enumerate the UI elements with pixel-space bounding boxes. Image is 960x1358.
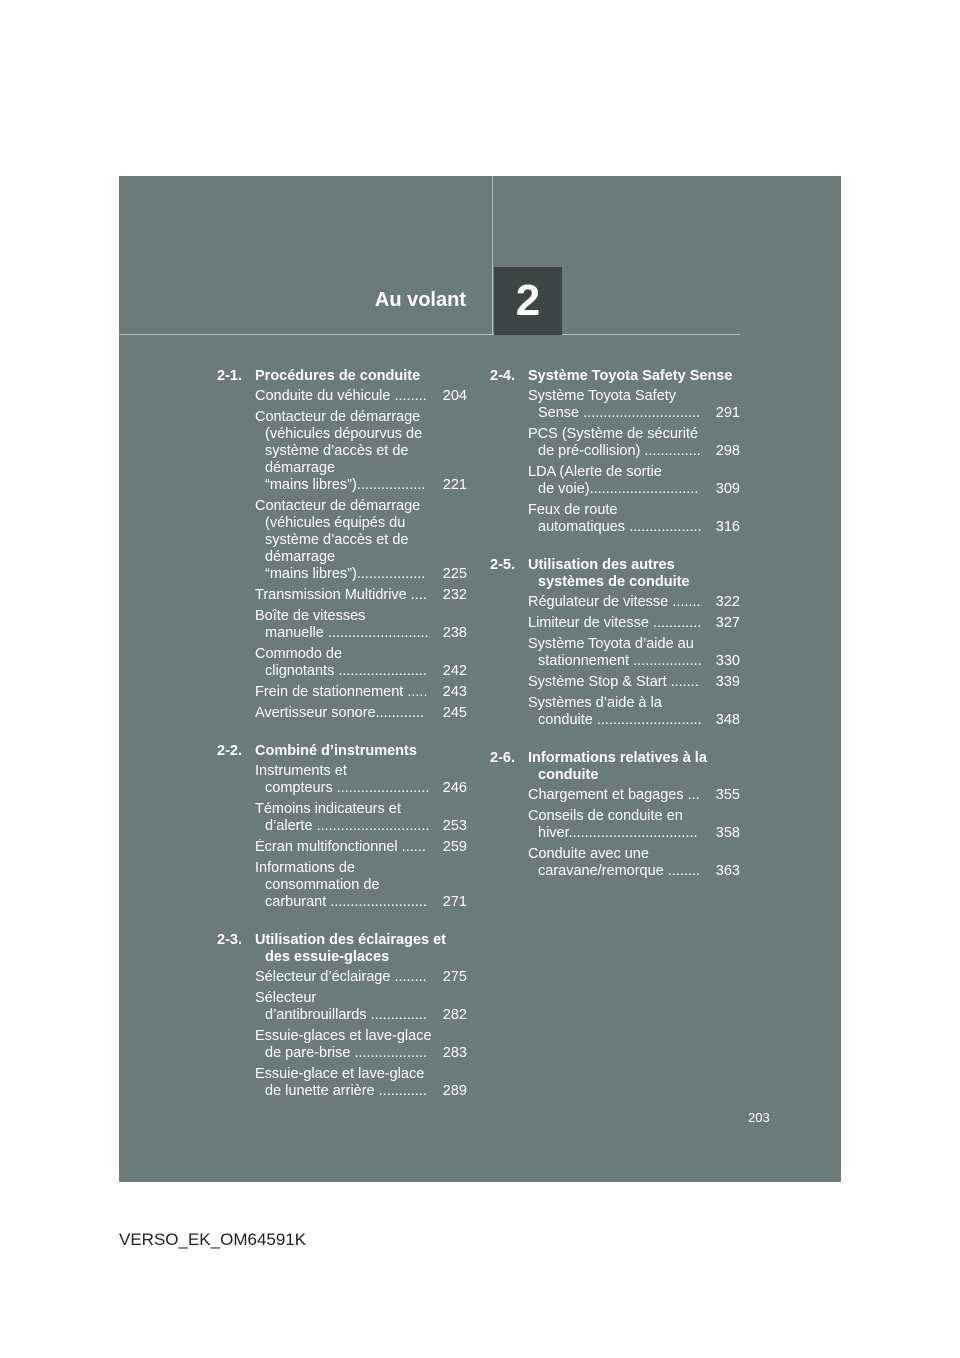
entry-page-number: 253 — [442, 818, 467, 834]
divider-vertical — [492, 176, 493, 334]
toc-section-heading[interactable] — [217, 743, 467, 760]
entry-title: Transmission Multidrive .... — [255, 587, 427, 603]
entry-page-number: 271 — [442, 894, 467, 910]
entry-title: Informations de consommation de carburant ........................ — [255, 860, 427, 910]
toc-entry[interactable] — [255, 705, 467, 722]
section-number: 2-1. — [217, 368, 242, 384]
entry-title: Système Toyota Safety Sense ............................. — [528, 388, 700, 421]
entry-title: Système Toyota d’aide au stationnement ................. — [528, 636, 702, 669]
entry-title: Sélecteur d’antibrouillards .............. — [255, 990, 427, 1023]
entry-page-number: 245 — [442, 705, 467, 721]
entry-page-number: 316 — [715, 519, 740, 535]
entry-title: Boîte de vitesses manuelle ......................... — [255, 608, 429, 641]
entry-title: Contacteur de démarrage (véhicules dépourvus de système d’accès et de démarrage “mains libres”)................. — [255, 409, 426, 493]
entry-page-number: 291 — [715, 405, 740, 421]
entry-page-number: 246 — [442, 780, 467, 796]
entry-title: Témoins indicateurs et d’alerte ............................ — [255, 801, 430, 834]
entry-page-number: 309 — [715, 481, 740, 497]
section-title: Système Toyota Safety Sense — [528, 368, 733, 384]
entry-page-number: 289 — [442, 1083, 467, 1099]
toc-entry[interactable] — [528, 787, 740, 804]
entry-title: Limiteur de vitesse ............ — [528, 615, 702, 631]
entry-page-number: 243 — [442, 684, 467, 700]
entry-title: LDA (Alerte de sortie de voie)........................... — [528, 464, 699, 497]
entry-title: Systèmes d’aide à la conduite .......................... — [528, 695, 702, 728]
entry-title: Frein de stationnement ..... — [255, 684, 428, 700]
toc-section — [217, 932, 467, 1100]
entry-page-number: 322 — [715, 594, 740, 610]
entry-title: Feux de route automatiques .................. — [528, 502, 702, 535]
entry-title: PCS (Système de sécurité de pré-collision) .............. — [528, 426, 701, 459]
toc-entry[interactable] — [528, 426, 740, 460]
entry-title: Système Stop & Start ....... — [528, 674, 699, 690]
toc-entry[interactable] — [255, 388, 467, 405]
section-number: 2-6. — [490, 750, 515, 766]
toc-entry[interactable] — [255, 763, 467, 797]
entry-page-number: 238 — [442, 625, 467, 641]
toc-entry[interactable] — [255, 409, 467, 494]
toc-entry[interactable] — [255, 990, 467, 1024]
entry-page-number: 355 — [715, 787, 740, 803]
toc-entry[interactable] — [528, 808, 740, 842]
toc-entry[interactable] — [255, 839, 467, 856]
entry-page-number: 225 — [442, 566, 467, 582]
entry-title: Commodo de clignotants ...................... — [255, 646, 427, 679]
entry-page-number: 283 — [442, 1045, 467, 1061]
page-number: 203 — [748, 1110, 770, 1125]
toc-entry[interactable] — [255, 587, 467, 604]
entry-title: Contacteur de démarrage (véhicules équipés du système d’accès et de démarrage “mains libres”)................. — [255, 498, 426, 582]
section-title: Informations relatives à la conduite — [528, 750, 707, 783]
entry-page-number: 204 — [442, 388, 467, 404]
entry-page-number: 232 — [442, 587, 467, 603]
toc-entry[interactable] — [528, 674, 740, 691]
entry-title: Écran multifonctionnel ...... — [255, 839, 426, 855]
toc-entry[interactable] — [528, 615, 740, 632]
entry-title: Conduite du véhicule ........ — [255, 388, 427, 404]
section-title: Utilisation des éclairages et des essuie-glaces — [255, 932, 446, 965]
toc-entry[interactable] — [255, 969, 467, 986]
entry-page-number: 298 — [715, 443, 740, 459]
toc-section — [490, 557, 740, 729]
toc-section-heading[interactable] — [217, 932, 467, 966]
toc-section — [217, 743, 467, 911]
toc-entry[interactable] — [255, 646, 467, 680]
entry-page-number: 242 — [442, 663, 467, 679]
toc-right-column — [490, 368, 740, 901]
entry-page-number: 327 — [715, 615, 740, 631]
entry-page-number: 282 — [442, 1007, 467, 1023]
entry-page-number: 330 — [715, 653, 740, 669]
toc-entry[interactable] — [255, 801, 467, 835]
chapter-number-badge: 2 — [494, 267, 562, 335]
toc-entry[interactable] — [255, 860, 467, 911]
toc-section-heading[interactable] — [490, 750, 740, 784]
toc-section-heading[interactable] — [490, 368, 740, 385]
toc-entry[interactable] — [255, 1028, 467, 1062]
entry-title: Avertisseur sonore............ — [255, 705, 424, 721]
entry-page-number: 259 — [442, 839, 467, 855]
toc-entry[interactable] — [255, 684, 467, 701]
toc-entry[interactable] — [255, 608, 467, 642]
toc-entry[interactable] — [255, 498, 467, 583]
entry-page-number: 348 — [715, 712, 740, 728]
chapter-title: Au volant — [374, 289, 466, 311]
toc-section-heading[interactable] — [490, 557, 740, 591]
toc-entry[interactable] — [528, 695, 740, 729]
toc-entry[interactable] — [528, 464, 740, 498]
entry-page-number: 221 — [442, 477, 467, 493]
section-number: 2-3. — [217, 932, 242, 948]
entry-title: Essuie-glaces et lave-glace de pare-brise .................. — [255, 1028, 432, 1061]
section-title: Utilisation des autres systèmes de conduite — [528, 557, 690, 590]
section-title: Combiné d’instruments — [255, 743, 417, 759]
entry-title: Essuie-glace et lave-glace de lunette arrière ............ — [255, 1066, 427, 1099]
toc-entry[interactable] — [528, 502, 740, 536]
section-number: 2-2. — [217, 743, 242, 759]
toc-entry[interactable] — [528, 636, 740, 670]
toc-left-column — [217, 368, 467, 1121]
footer-code: VERSO_EK_OM64591K — [119, 1230, 307, 1249]
toc-section — [490, 368, 740, 536]
toc-entry[interactable] — [528, 388, 740, 422]
entry-title: Sélecteur d’éclairage ........ — [255, 969, 427, 985]
entry-page-number: 339 — [715, 674, 740, 690]
toc-entry[interactable] — [528, 594, 740, 611]
entry-title: Régulateur de vitesse ....... — [528, 594, 701, 610]
toc-entry[interactable] — [528, 846, 740, 880]
entry-title: Instruments et compteurs ....................... — [255, 763, 430, 796]
section-title: Procédures de conduite — [255, 368, 421, 384]
divider-horizontal — [119, 334, 740, 335]
toc-section — [490, 750, 740, 880]
toc-section — [217, 368, 467, 722]
toc-entry[interactable] — [255, 1066, 467, 1100]
entry-page-number: 275 — [442, 969, 467, 985]
entry-title: Conseils de conduite en hiver................................ — [528, 808, 698, 841]
section-number: 2-4. — [490, 368, 515, 384]
toc-section-heading[interactable] — [217, 368, 467, 385]
entry-page-number: 358 — [715, 825, 740, 841]
entry-title: Chargement et bagages ... — [528, 787, 700, 803]
section-number: 2-5. — [490, 557, 515, 573]
entry-page-number: 363 — [715, 863, 740, 879]
entry-title: Conduite avec une caravane/remorque ........ — [528, 846, 700, 879]
